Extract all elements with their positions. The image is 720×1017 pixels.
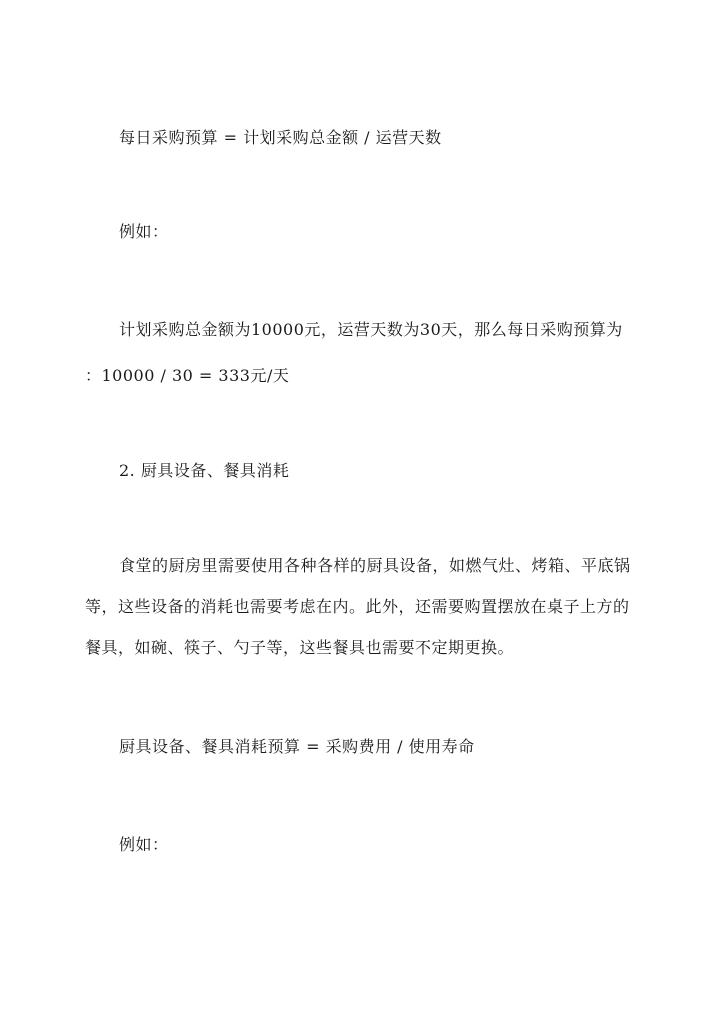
example-calculation-result: ：10000 / 30 = 333元/天 xyxy=(85,366,290,385)
formula-daily-budget: 每日采购预算 = 计划采购总金额 / 运营天数 xyxy=(119,128,442,147)
example-calculation-line: 计划采购总金额为10000元，运营天数为30天，那么每日采购预算为 xyxy=(119,320,623,339)
body-paragraph: 食堂的厨房里需要使用各种各样的厨具设备，如燃气灶、烤箱、平底锅等，这些设备的消耗也需要考虑在内。此外，还需要购置摆放在桌子上方的餐具，如碗、筷子、勺子等，这些餐具也需要不定期更换。 xyxy=(85,556,631,657)
formula-equipment-budget: 厨具设备、餐具消耗预算 = 采购费用 / 使用寿命 xyxy=(119,737,475,756)
example-label: 例如： xyxy=(119,222,169,241)
example-label-2: 例如： xyxy=(119,835,169,854)
section-heading: 2. 厨具设备、餐具消耗 xyxy=(119,461,290,480)
